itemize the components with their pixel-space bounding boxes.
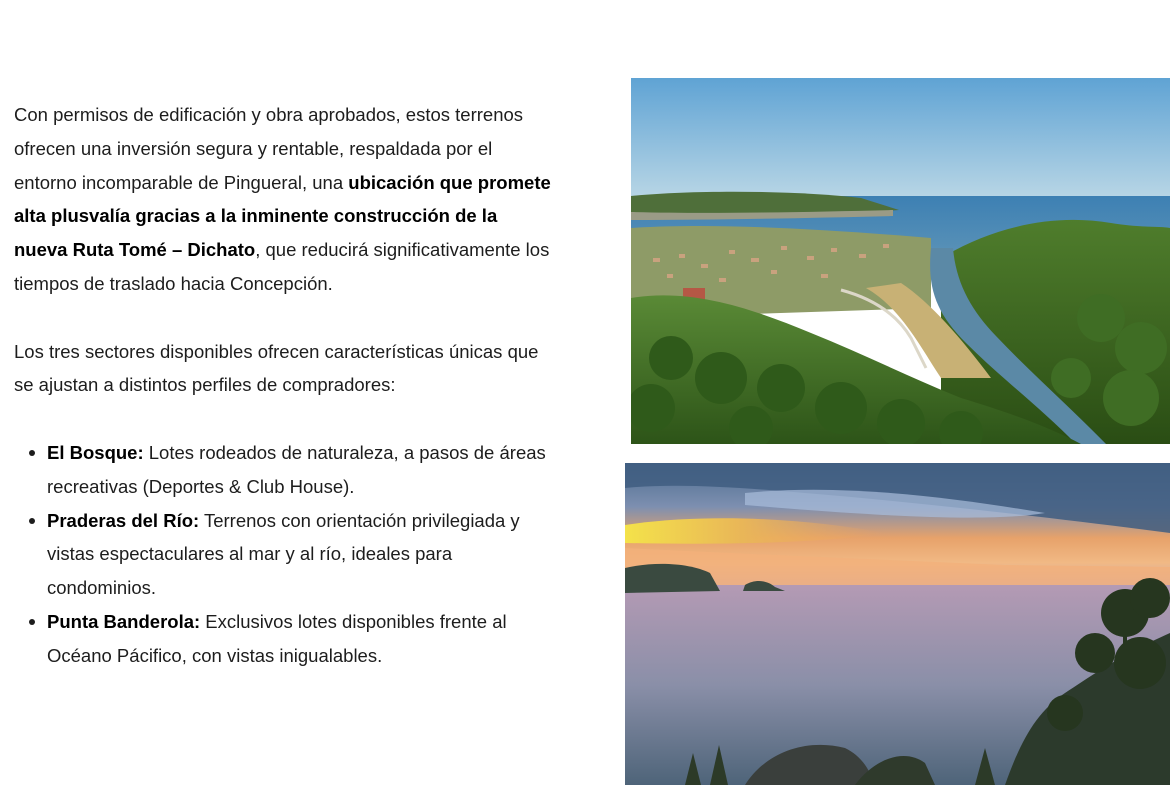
intro-text-end: , que reducirá significativamente los tiempos de traslado hacia Concepción. (14, 239, 550, 294)
list-item (47, 504, 554, 605)
intro-paragraph (14, 98, 554, 301)
coastal-river-illustration (631, 78, 1170, 444)
intro-text-highlight: ubicación que promete alta plusvalía gracias a la inminente construcción de la nueva Ruta Tomé – Dichato (14, 171, 551, 261)
list-item (47, 436, 554, 504)
intro-text-start: Con permisos de edificación y obra aprobados, estos terrenos ofrecen una inversión segura y rentable, respaldada por el entorno incomparable de Pingueral, una (14, 104, 524, 193)
sectors-list (14, 436, 554, 673)
sector-description: Lotes rodeados de naturaleza, a pasos de áreas recreativas (Deportes & Club House). (47, 441, 546, 497)
sector-description: Terrenos con orientación privilegiada y vistas espectaculares al mar y al río, ideales para condominios. (47, 509, 520, 599)
coastal-river-photo (631, 78, 1170, 444)
sector-name: Praderas del Río: (47, 509, 200, 531)
sector-name: El Bosque: (47, 441, 144, 463)
content-text-column (14, 98, 554, 673)
sectors-intro-paragraph: Los tres sectores disponibles ofrecen características únicas que se ajustan a distintos perfiles de compradores: (14, 340, 539, 396)
sector-description: Exclusivos lotes disponibles frente al Océano Pácifico, con vistas inigualables. (47, 610, 507, 666)
sector-name: Punta Banderola: (47, 610, 201, 632)
sunset-sea-illustration (625, 463, 1170, 785)
list-item (47, 605, 554, 673)
sunset-sea-photo (625, 463, 1170, 785)
